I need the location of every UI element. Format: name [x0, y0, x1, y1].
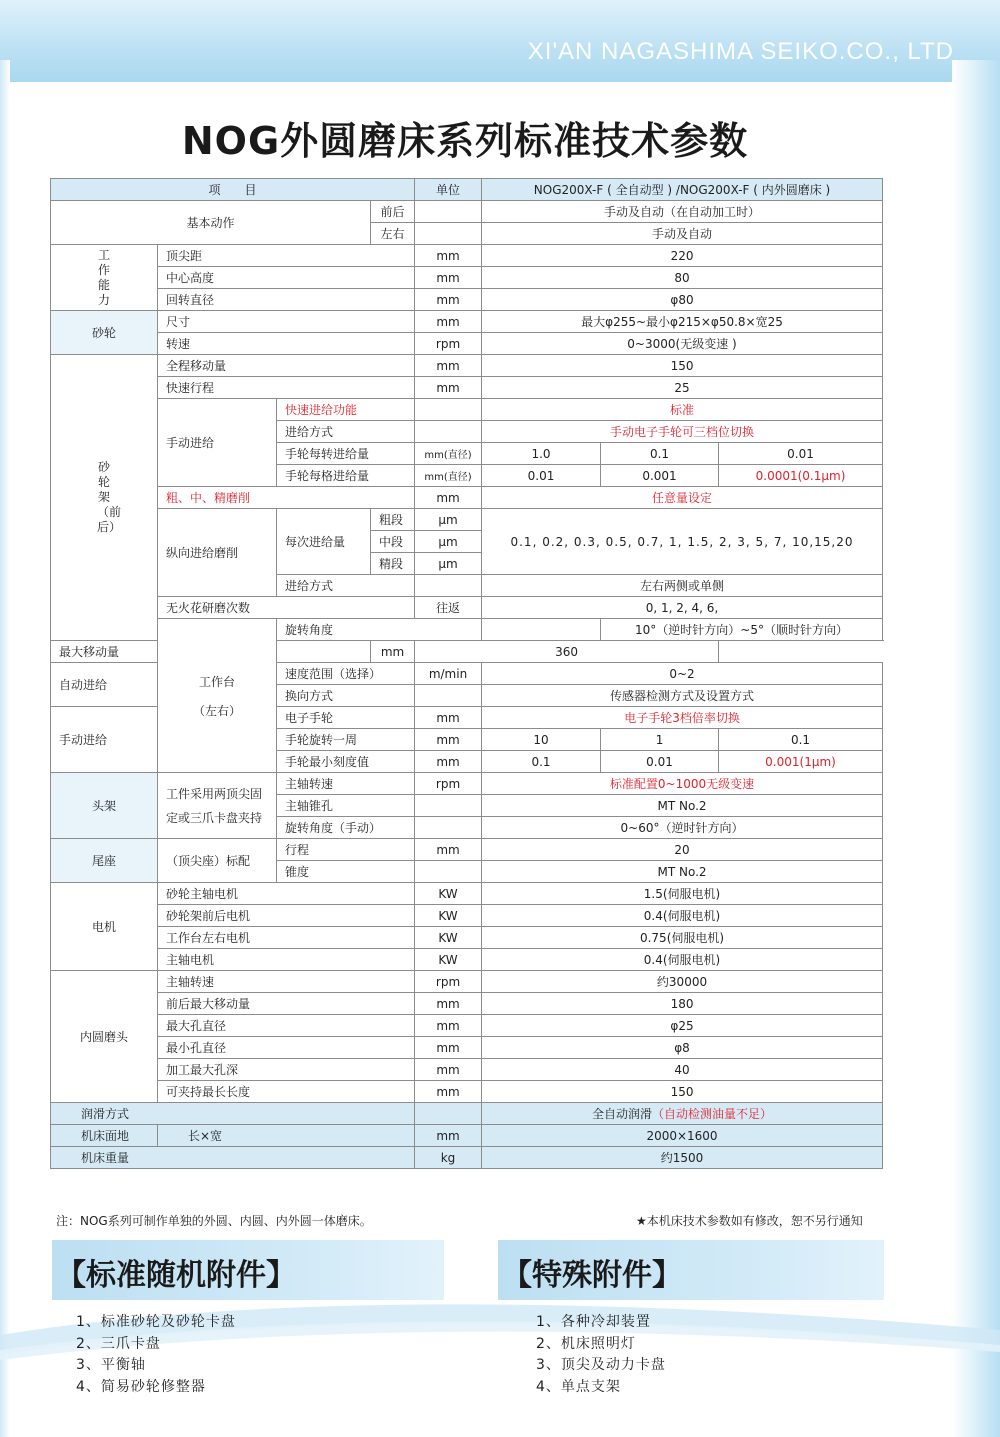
row-unit: rpm — [415, 971, 482, 993]
row-unit: KW — [415, 949, 482, 971]
traverse-label: 纵向进给磨削 — [158, 509, 277, 597]
table-row — [51, 619, 883, 641]
manual-feed-label: 手动进给 — [158, 399, 277, 487]
row-value: 0.001(1μm) — [719, 751, 883, 773]
row-name: 速度范围（选择） — [277, 663, 415, 685]
row-value: 最大φ255~最小φ215×φ50.8×宽25 — [482, 311, 883, 333]
auto-feed-label: 自动进给 — [51, 663, 158, 707]
row-name: 无火花研磨次数 — [158, 597, 415, 619]
header-unit: 单位 — [415, 179, 482, 201]
fine-label: 精段 — [371, 553, 415, 575]
list-item: 1、各种冷却装置 — [536, 1314, 651, 1330]
row-unit: μm — [415, 509, 482, 531]
row-unit: rpm — [415, 773, 482, 795]
capacity-label: 工作能力 — [97, 247, 110, 307]
standard-accessories-banner — [52, 1240, 444, 1300]
row-unit: KW — [415, 883, 482, 905]
row-unit: mm — [415, 1037, 482, 1059]
standard-accessories-list — [76, 1312, 236, 1398]
per-feed-label: 每次进给量 — [277, 509, 371, 575]
row-name: 锥度 — [277, 861, 415, 883]
row-unit: mm — [415, 993, 482, 1015]
row-name: 主轴转速 — [277, 773, 415, 795]
row-name: 砂轮主轴电机 — [158, 883, 415, 905]
row-name: 进给方式 — [277, 421, 415, 443]
table-row — [51, 1147, 883, 1169]
row-value: 10°（逆时针方向）~5°（顺时针方向） — [601, 619, 883, 641]
table-row — [51, 1103, 883, 1125]
wheel-label: 砂轮 — [51, 311, 158, 355]
table-row — [51, 883, 883, 905]
row-unit: mm — [415, 751, 482, 773]
row-value: 2000×1600 — [482, 1125, 883, 1147]
row-value: 150 — [482, 355, 883, 377]
row-name: 主轴锥孔 — [277, 795, 415, 817]
list-item: 4、单点支架 — [536, 1378, 621, 1395]
table-row — [51, 949, 883, 971]
row-value: 1.0 — [482, 443, 601, 465]
row-unit: mm — [371, 641, 415, 663]
row-value: 0.001 — [601, 465, 719, 487]
list-item: 3、顶尖及动力卡盘 — [536, 1357, 666, 1373]
row-unit: mm(直径) — [415, 443, 482, 465]
table-row — [51, 1125, 883, 1147]
table-row — [51, 333, 883, 355]
basic-lr-value: 手动及自动 — [482, 223, 883, 245]
list-item: 3、平衡轴 — [76, 1357, 146, 1373]
row-unit: mm — [415, 839, 482, 861]
row-unit: μm — [415, 531, 482, 553]
worktable-sub: （左右） — [192, 703, 241, 718]
row-name: 回转直径 — [158, 289, 415, 311]
row-name: 转速 — [158, 333, 415, 355]
medium-label: 中段 — [371, 531, 415, 553]
row-value: 1 — [601, 729, 719, 751]
row-unit: m/min — [415, 663, 482, 685]
company-name: XI'AN NAGASHIMA SEIKO.CO., LTD — [527, 38, 954, 65]
wheelhead-label: 砂轮架（前后） — [97, 460, 122, 534]
row-value: 0~3000(无级变速 ) — [482, 333, 883, 355]
motor-label: 电机 — [51, 883, 158, 971]
header-model: NOG200X-F ( 全自动型 ) /NOG200X-F ( 内外圆磨床 ) — [482, 179, 883, 201]
row-value: 左右两侧或单侧 — [482, 575, 883, 597]
table-row — [51, 289, 883, 311]
row-value: 电子手轮3档倍率切换 — [482, 707, 883, 729]
table-row — [51, 993, 883, 1015]
row-value: φ25 — [482, 1015, 883, 1037]
row-value: 标准 — [482, 399, 883, 421]
row-value: MT No.2 — [482, 861, 883, 883]
left-decor-band — [0, 60, 10, 1437]
row-name: 最大移动量 — [51, 641, 371, 663]
row-unit: 往返 — [415, 597, 482, 619]
page-title: NOG外圆磨床系列标准技术参数 — [181, 119, 749, 163]
basic-label: 基本动作 — [51, 201, 371, 245]
table-row — [51, 1015, 883, 1037]
row-value: 25 — [482, 377, 883, 399]
table-row — [51, 245, 883, 267]
row-value: 0.4(伺服电机) — [482, 905, 883, 927]
table-row — [51, 971, 883, 993]
row-value: 80 — [482, 267, 883, 289]
table-row — [51, 839, 883, 861]
worktable-label: 工作台 — [198, 674, 235, 689]
row-name: 尺寸 — [158, 311, 415, 333]
row-unit: mm — [415, 729, 482, 751]
basic-fb-value: 手动及自动（在自动加工时） — [482, 201, 883, 223]
tailstock-desc: （顶尖座）标配 — [158, 839, 277, 883]
row-value: 0, 1, 2, 4, 6, — [482, 597, 883, 619]
row-value: 0.01 — [482, 465, 601, 487]
row-value: 任意量设定 — [482, 487, 883, 509]
table-manual-label: 手动进给 — [51, 707, 158, 773]
row-value: 标准配置0~1000无级变速 — [482, 773, 883, 795]
row-value: 360 — [415, 641, 719, 663]
table-row — [51, 201, 883, 223]
row-name: 最小孔直径 — [158, 1037, 415, 1059]
row-unit: μm — [415, 553, 482, 575]
row-name: 主轴电机 — [158, 949, 415, 971]
spec-table — [50, 178, 883, 1169]
row-value: 40 — [482, 1059, 883, 1081]
row-value: 10 — [482, 729, 601, 751]
weight-label: 机床重量 — [51, 1147, 415, 1169]
row-unit: KW — [415, 927, 482, 949]
floor-label: 机床面地 — [51, 1125, 158, 1147]
row-value: φ8 — [482, 1037, 883, 1059]
basic-fb: 前后 — [371, 201, 415, 223]
row-name: 进给方式 — [277, 575, 415, 597]
row-value: 约30000 — [482, 971, 883, 993]
row-name: 行程 — [277, 839, 415, 861]
row-unit: mm — [415, 1059, 482, 1081]
list-item: 1、标准砂轮及砂轮卡盘 — [76, 1314, 236, 1330]
lube-value: 全自动润滑 — [592, 1107, 653, 1121]
row-value: 20 — [482, 839, 883, 861]
row-name: 粗、中、精磨削 — [158, 487, 415, 509]
headstock-label: 头架 — [51, 773, 158, 839]
row-value: 180 — [482, 993, 883, 1015]
row-name: 手轮每转进给量 — [277, 443, 415, 465]
row-value: 0.75(伺服电机) — [482, 927, 883, 949]
row-unit: mm — [415, 1081, 482, 1103]
table-header-row — [51, 179, 883, 201]
row-value: 220 — [482, 245, 883, 267]
list-item: 2、机床照明灯 — [536, 1335, 636, 1352]
row-value: 0.01 — [719, 443, 883, 465]
note-right: ★本机床技术参数如有修改，恕不另行通知 — [636, 1214, 863, 1228]
row-unit: mm — [415, 377, 482, 399]
table-row — [51, 267, 883, 289]
row-value: 手动电子手轮可三档位切换 — [482, 421, 883, 443]
row-unit: mm — [415, 707, 482, 729]
row-name: 前后最大移动量 — [158, 993, 415, 1015]
row-name: 快速进给功能 — [277, 399, 415, 421]
row-unit: KW — [415, 905, 482, 927]
row-name: 顶尖距 — [158, 245, 415, 267]
row-unit: kg — [415, 1147, 482, 1169]
tailstock-label: 尾座 — [51, 839, 158, 883]
table-row — [51, 311, 883, 333]
floor-dim: 长×宽 — [158, 1125, 415, 1147]
row-unit: mm — [415, 311, 482, 333]
header-item: 项 目 — [51, 179, 415, 201]
row-name: 主轴转速 — [158, 971, 415, 993]
table-row — [51, 773, 883, 795]
list-item: 4、简易砂轮修整器 — [76, 1378, 206, 1395]
note-left: 注：NOG系列可制作单独的外圆、内圆、内外圆一体磨床。 — [56, 1214, 372, 1228]
row-name: 加工最大孔深 — [158, 1059, 415, 1081]
special-accessories-banner — [498, 1240, 884, 1300]
row-name: 手轮每格进给量 — [277, 465, 415, 487]
list-item: 2、三爪卡盘 — [76, 1335, 161, 1352]
row-value: 0.1 — [719, 729, 883, 751]
row-value: φ80 — [482, 289, 883, 311]
table-row — [51, 509, 883, 531]
row-name: 全程移动量 — [158, 355, 415, 377]
row-unit: mm — [415, 245, 482, 267]
table-row — [51, 597, 883, 619]
lube-value-red: （自动检测油量不足） — [652, 1107, 773, 1121]
table-row — [51, 641, 883, 663]
row-value: MT No.2 — [482, 795, 883, 817]
standard-accessories-title: 【标准随机附件】 — [56, 1258, 296, 1293]
row-value: 1.5(伺服电机) — [482, 883, 883, 905]
row-unit: mm — [415, 267, 482, 289]
row-name: 中心高度 — [158, 267, 415, 289]
row-name: 可夹持最长长度 — [158, 1081, 415, 1103]
headstock-desc: 工件采用两顶尖固定或三爪卡盘夹持 — [158, 773, 277, 839]
row-name: 工作台左右电机 — [158, 927, 415, 949]
table-row — [51, 1037, 883, 1059]
table-row — [51, 905, 883, 927]
row-value: 0.01 — [601, 751, 719, 773]
row-name: 旋转角度（手动） — [277, 817, 415, 839]
row-unit: mm — [415, 355, 482, 377]
row-unit: mm — [415, 289, 482, 311]
traverse-values: 0.1, 0.2, 0.3, 0.5, 0.7, 1, 1.5, 2, 3, 5, 7, 10,15,20 — [482, 509, 883, 575]
row-value: 0.0001(0.1μm) — [719, 465, 883, 487]
lube-label: 润滑方式 — [51, 1103, 415, 1125]
table-row — [51, 399, 883, 421]
row-name: 旋转角度 — [277, 619, 482, 641]
rough-label: 粗段 — [371, 509, 415, 531]
row-value: 0~60°（逆时针方向） — [482, 817, 883, 839]
row-value: 约1500 — [482, 1147, 883, 1169]
row-value: 传感器检测方式及设置方式 — [482, 685, 883, 707]
right-decor-band — [952, 60, 1000, 1437]
row-unit: mm(直径) — [415, 465, 482, 487]
table-row — [51, 1081, 883, 1103]
row-name: 电子手轮 — [277, 707, 415, 729]
row-name: 最大孔直径 — [158, 1015, 415, 1037]
row-name: 砂轮架前后电机 — [158, 905, 415, 927]
row-unit: rpm — [415, 333, 482, 355]
internal-label: 内圆磨头 — [51, 971, 158, 1103]
row-name: 手轮最小刻度值 — [277, 751, 415, 773]
row-value: 0.1 — [482, 751, 601, 773]
table-row — [51, 487, 883, 509]
row-unit: mm — [415, 1125, 482, 1147]
row-name: 手轮旋转一周 — [277, 729, 415, 751]
row-unit: mm — [415, 487, 482, 509]
row-value: 0.4(伺服电机) — [482, 949, 883, 971]
basic-lr: 左右 — [371, 223, 415, 245]
row-value: 150 — [482, 1081, 883, 1103]
row-value: 0~2 — [482, 663, 883, 685]
table-row — [51, 377, 883, 399]
row-unit: mm — [415, 1015, 482, 1037]
table-row — [51, 1059, 883, 1081]
row-name: 换向方式 — [277, 685, 415, 707]
row-value: 0.1 — [601, 443, 719, 465]
table-row — [51, 927, 883, 949]
row-name: 快速行程 — [158, 377, 415, 399]
special-accessories-list — [536, 1312, 666, 1398]
table-row — [51, 355, 883, 377]
special-accessories-title: 【特殊附件】 — [502, 1258, 682, 1293]
